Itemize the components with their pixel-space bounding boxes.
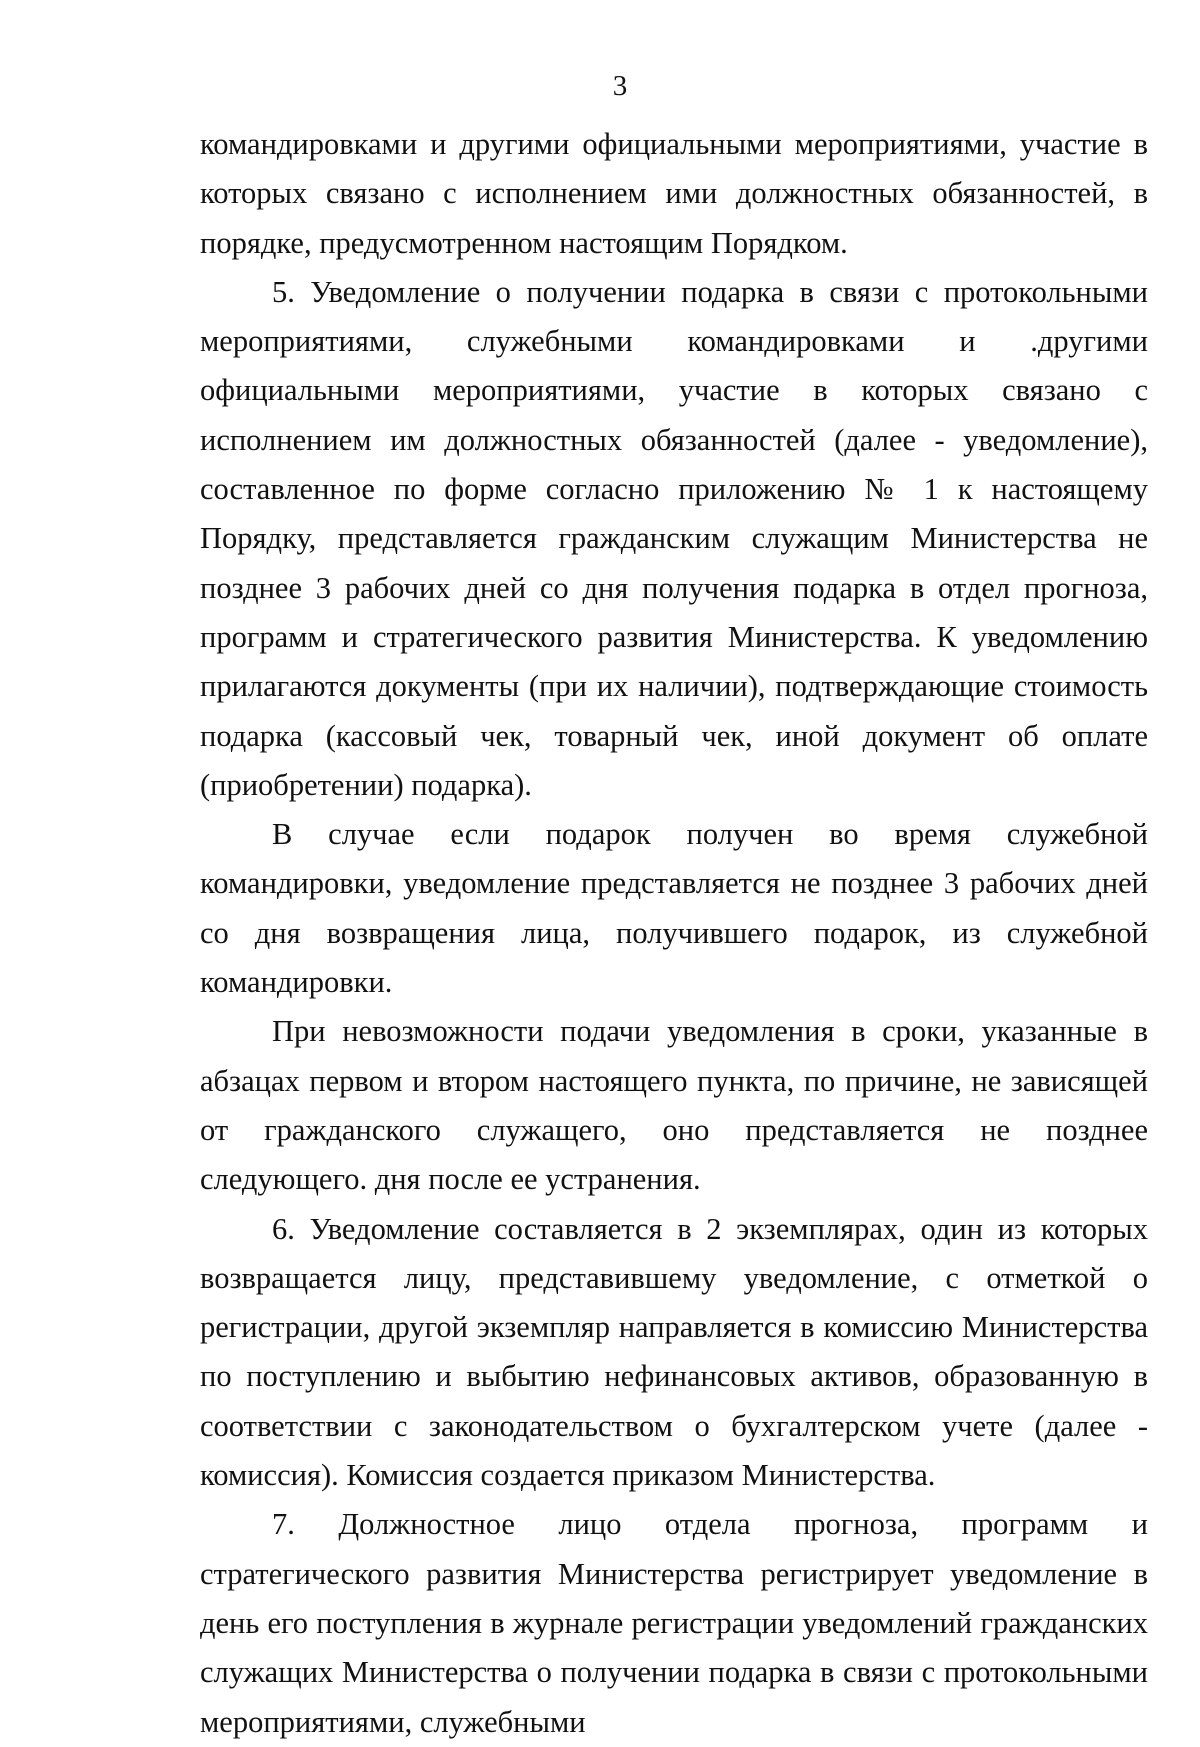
paragraph-item-5: 5. Уведомление о получении подарка в связи с протокольными мероприятиями, служебными командировками и .другими официальными мероприятиями, участие в которых связано с исполнением им должностных обязанностей (далее - уведомление), составленное по форме согласно приложению № 1 к настоящему Порядку, представляется гражданским служащим Министерства не позднее 3 рабочих дней со дня получения подарка в отдел прогноза, программ и стратегического развития Министерства. К уведомлению прилагаются документы (при их наличии), подтверждающие стоимость подарка (кассовый чек, товарный чек, иной документ об оплате (приобретении) подарка). — [200, 274, 1148, 802]
paragraph-continuation: командировками и другими официальными мероприятиями, участие в которых связано с исполнением ими должностных обязанностей, в порядке, предусмотренном настоящим Порядком. — [200, 127, 1148, 260]
paragraph-business-trip: В случае если подарок получен во время служебной командировки, уведомление представляется не позднее 3 рабочих дней со дня возвращения лица, получившего подарок, из служебной командировки. — [200, 817, 1148, 1000]
paragraph-item-7: 7. Должностное лицо отдела прогноза, программ и стратегического развития Министерства регистрирует уведомление в день его поступления в журнале регистрации уведомлений гражданских служащих Министерства о получении подарка в связи с протокольными мероприятиями, служебными — [200, 1507, 1148, 1739]
document-body — [200, 120, 1148, 1747]
paragraph-item-6: 6. Уведомление составляется в 2 экземплярах, один из которых возвращается лицу, представившему уведомление, с отметкой о регистрации, другой экземпляр направляется в комиссию Министерства по поступлению и выбытию нефинансовых активов, образованную в соответствии с законодательством о бухгалтерском учете (далее - комиссия). Комиссия создается приказом Министерства. — [200, 1211, 1148, 1493]
page-number: 3 — [612, 70, 628, 102]
paragraph-impossibility: При невозможности подачи уведомления в сроки, указанные в абзацах первом и втором настоящего пункта, по причине, не зависящей от гражданского служащего, оно представляется не позднее следующего. дня после ее устранения. — [200, 1014, 1148, 1197]
